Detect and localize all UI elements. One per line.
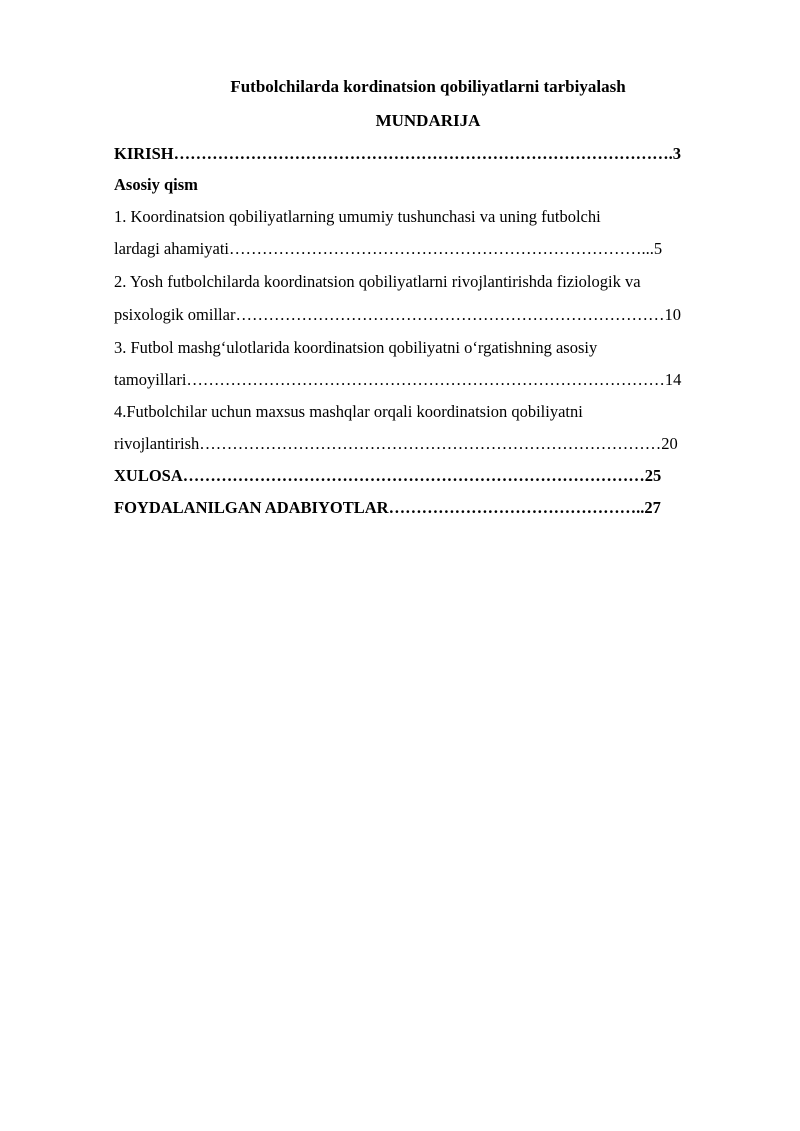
toc-entry-2-line-1: 2. Yosh futbolchilarda koordinatsion qobiliyatlarni rivojlantirishda fiziologik va: [114, 272, 641, 291]
toc-entry-2-line-2: psixologik omillar……………………………………………………………………10: [114, 305, 681, 324]
toc-entry-references: FOYDALANILGAN ADABIYOTLAR………………………………………..27: [114, 498, 661, 517]
document-title: Futbolchilarda kordinatsion qobiliyatlarni tarbiyalash: [230, 77, 626, 96]
toc-entry-intro: KIRISH……………………………………………………………………………….3: [114, 144, 681, 163]
toc-entry-conclusion: XULOSA…………………………………………………………………………25: [114, 466, 662, 485]
toc-entry-3-line-1: 3. Futbol mashg‘ulotlarida koordinatsion qobiliyatni o‘rgatishning asosiy: [114, 338, 598, 357]
toc-entry-4-line-2: rivojlantirish…………………………………………………………………………20: [114, 434, 678, 453]
toc-section-main-part: Asosiy qism: [114, 175, 198, 194]
toc-entry-4-line-1: 4.Futbolchilar uchun maxsus mashqlar orqali koordinatsion qobiliyatni: [114, 402, 583, 421]
toc-entry-1-line-2: lardagi ahamiyati…………………………………………………………………...5: [114, 239, 663, 258]
toc-entry-1-line-1: 1. Koordinatsion qobiliyatlarning umumiy tushunchasi va uning futbolchi: [114, 207, 601, 226]
toc-entry-3-line-2: tamoyillari……………………………………………………………………………14: [114, 370, 682, 389]
toc-heading: MUNDARIJA: [375, 111, 481, 130]
